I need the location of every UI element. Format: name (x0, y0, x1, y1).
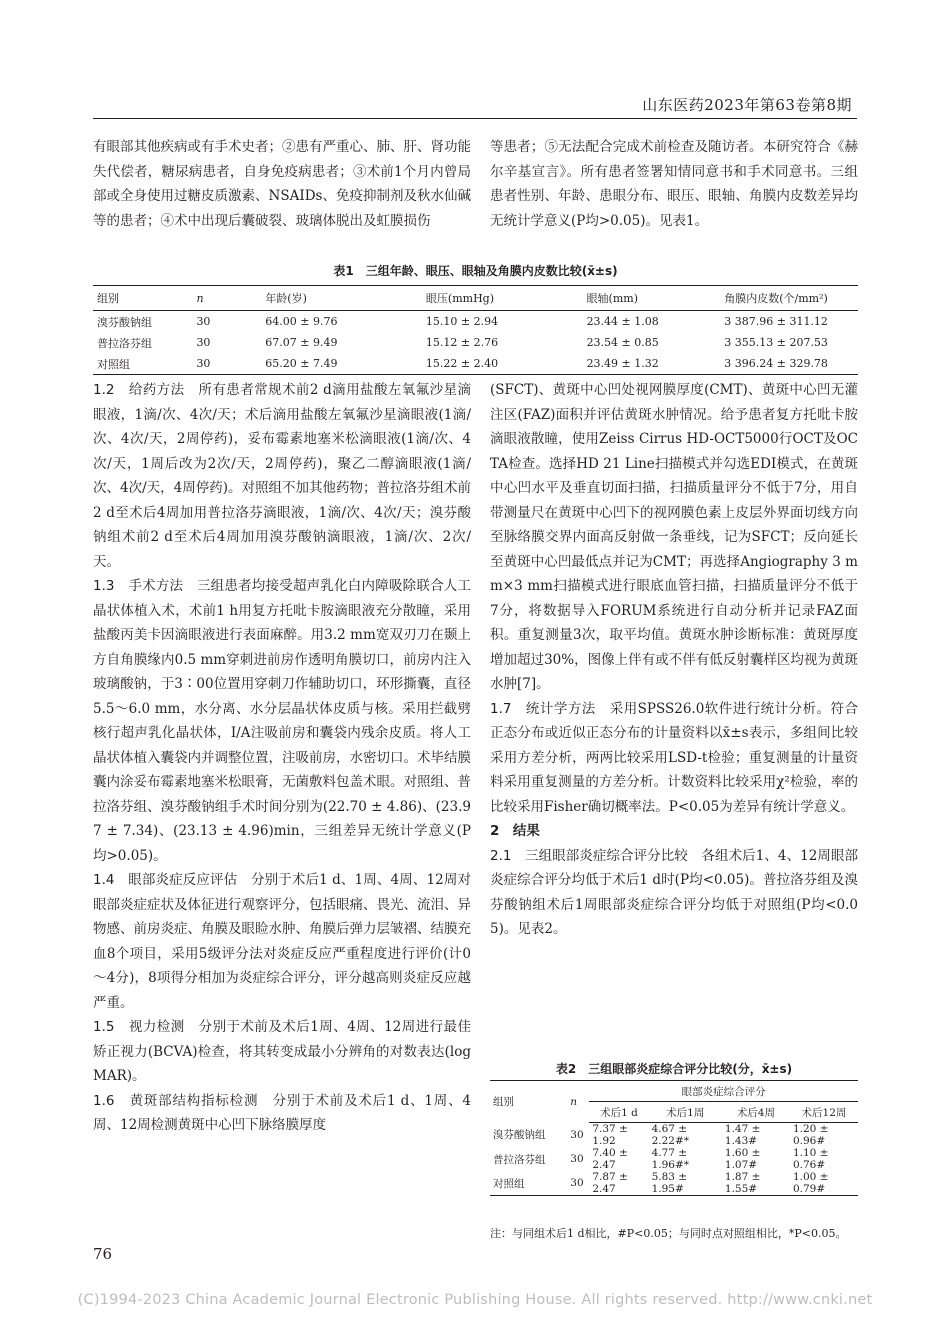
section-2-1 (490, 844, 858, 942)
t1-cell: 15.10 ± 2.94 (425, 315, 499, 328)
table-row (490, 1147, 858, 1171)
right-top-paragraph: 等患者；⑤无法配合完成术前检查及随访者。本研究符合《赫尔辛基宣言》。所有患者签署知情同意书和手术同意书。三组患者性别、年龄、患眼分布、眼压、眼轴、角膜内皮数差异均无统计学意义(P均>0.05)。见表1。 (490, 139, 858, 229)
t1-cell: 3 387.96 ± 311.12 (724, 315, 828, 328)
t1-cell: 65.20 ± 7.49 (265, 357, 338, 370)
t2-header: 术后4周 (722, 1102, 790, 1123)
t2-cell: 1.60 ± 1.07# (724, 1147, 761, 1171)
right-column-body (490, 378, 858, 942)
t2-cell: 4.77 ± 1.96#* (651, 1147, 690, 1171)
section-1-3 (93, 574, 471, 868)
t2-cell: 1.00 ± 0.79# (792, 1171, 829, 1195)
left-top-paragraph: 有眼部其他疾病或有手术史者；②患有严重心、肺、肝、肾功能失代偿者，糖尿病患者，自身免疫病患者；③术前1个月内曾局部或全身使用过糖皮质激素、NSAIDs、免疫抑制剂及秋水仙碱等的患者；④术中出现后囊破裂、玻璃体脱出及虹膜损伤 (93, 139, 471, 229)
body-text: 分别于术前及术后1 d、1周、4周、12周检测黄斑中心凹下脉络膜厚度 (93, 1092, 471, 1133)
t1-header: 眼轴(mm) (583, 286, 721, 311)
section-1-7 (490, 697, 858, 820)
table-row (490, 1123, 858, 1148)
t1-cell: 15.22 ± 2.40 (425, 357, 499, 370)
body-text: 分别于术前及术后1周、4周、12周进行最佳矫正视力(BCVA)检查，将其转变成最小分辨角的对数表达(logMAR)。 (93, 1019, 471, 1084)
subheading: 1.7 统计学方法 (490, 700, 596, 717)
t2-cell: 7.37 ± 1.92 (592, 1123, 628, 1147)
page-number: 76 (93, 1245, 113, 1263)
table-row (490, 1171, 858, 1196)
t1-cell: 3 355.13 ± 207.53 (724, 336, 828, 349)
copyright-footer: (C)1994-2023 China Academic Journal Electronic Publishing House. All rights reserved. http://www.cnki.net (77, 1292, 873, 1308)
t2-cell: 7.40 ± 2.47 (592, 1147, 628, 1171)
body-text: 采用SPSS26.0软件进行统计分析。符合正态分布或近似正态分布的计量资料以x̄±s表示，多组间比较采用方差分析，两两比较采用LSD-t检验；重复测量的计量资料采用重复测量的方差分析。计数资料比较采用χ²检验，率的比较采用Fisher确切概率法。P<0.05为差异有统计学意义。 (490, 700, 858, 815)
t2-header: n (570, 1095, 578, 1108)
t2-cell: 溴芬酸钠组 (493, 1129, 546, 1142)
t1-header: 角膜内皮数(个/mm²) (720, 286, 858, 311)
t2-header: 术后1周 (649, 1102, 722, 1123)
t2-cell: 对照组 (493, 1177, 525, 1190)
t1-cell: 30 (196, 315, 211, 328)
t1-cell: 3 396.24 ± 329.78 (724, 357, 828, 370)
t2-cell: 30 (570, 1128, 584, 1141)
t2-cell: 普拉洛芬组 (493, 1153, 546, 1166)
t1-cell: 溴芬酸钠组 (97, 315, 152, 329)
t2-group-header: 眼部炎症综合评分 (589, 1081, 858, 1102)
subheading: 1.2 给药方法 (93, 382, 185, 398)
t1-cell: 对照组 (97, 357, 130, 371)
t1-header: n (192, 286, 261, 311)
journal-header: 山东医药2023年第63卷第8期 (642, 96, 852, 114)
table2-caption: 表2 三组眼部炎症综合评分比较(分，x̄±s) (555, 1062, 793, 1076)
t1-header: 组别 (93, 286, 192, 311)
t1-cell: 15.12 ± 2.76 (425, 336, 499, 349)
subheading: 1.6 黄斑部结构指标检测 (93, 1092, 259, 1109)
section-1-2 (93, 378, 471, 574)
left-column-body (93, 378, 471, 1243)
section-1-5 (93, 1015, 471, 1089)
t1-header: 年龄(岁) (261, 286, 422, 311)
subheading: 1.3 手术方法 (93, 578, 184, 594)
section-1-6-cont: (SFCT)、黄斑中心凹处视网膜厚度(CMT)、黄斑中心凹无灌注区(FAZ)面积并评估黄斑水肿情况。给予患者复方托吡卡胺滴眼液散瞳，使用Zeiss Cirrus HD-OCT5000行OCT及OCTA检查。选择HD 21 Line扫描模式并勾选EDI模式，在黄斑中心凹水平及垂直切面扫描，扫描质量评分不低于7分，用自带测量尺在黄斑中心凹下的视网膜色素上皮层外界面切线方向至脉络膜交界内面高反射做一条垂线，记为SFCT；反向延长至黄斑中心凹最低点并记为CMT；再选择Angiography 3 mm×3 mm扫描模式进行眼底血管扫描，扫描质量评分不低于7分，将数据导入FORUM系统进行自动分析并记录FAZ面积。重复测量3次，取平均值。黄斑水肿诊断标准：黄斑厚度增加超过30%，图像上伴有或不伴有低反射囊样区均视为黄斑水肿[7]。 (490, 382, 858, 692)
right-column-top (490, 135, 858, 233)
subheading: 2.1 三组眼部炎症综合评分比较 (490, 847, 688, 864)
t2-cell: 30 (570, 1153, 584, 1165)
t2-header: 术后12周 (790, 1102, 858, 1123)
table2 (490, 1080, 858, 1196)
t1-cell: 67.07 ± 9.49 (265, 336, 338, 349)
t2-cell: 5.83 ± 1.95# (651, 1171, 688, 1195)
table1-caption: 表1 三组年龄、眼压、眼轴及角膜内皮数比较(x̄±s) (333, 264, 618, 278)
t2-cell: 4.67 ± 2.22#* (651, 1123, 690, 1147)
table2-note: 注：与同组术后1 d相比，#P<0.05；与同时点对照组相比，*P<0.05。 (490, 1227, 847, 1240)
t1-cell: 30 (196, 336, 211, 349)
left-column-top (93, 135, 471, 233)
t2-cell: 1.20 ± 0.96# (792, 1123, 829, 1147)
subheading: 1.5 视力检测 (93, 1019, 185, 1035)
t2-header: 组别 (493, 1096, 514, 1109)
table-row (93, 311, 858, 333)
t1-cell: 23.49 ± 1.32 (586, 357, 659, 370)
table1 (93, 285, 858, 375)
t2-cell: 1.47 ± 1.43# (724, 1123, 761, 1147)
section-heading: 2 结果 (490, 823, 540, 839)
body-text: 三组患者均接受超声乳化白内障吸除联合人工晶状体植入术，术前1 h用复方托吡卡胺滴眼液充分散瞳，采用盐酸丙美卡因滴眼液进行表面麻醉。用3.2 mm宽双刃刀在颞上方自角膜缘内0.5 mm穿刺进前房作透明角膜切口，前房内注入玻璃酸钠，于3∶00位置用穿刺刀作辅助切口，环形撕囊，直径5.5～6.0 mm，水分离、水分层晶状体皮质与核。采用拦截劈核行超声乳化晶状体，I/A注吸前房和囊袋内残余皮质。将人工晶状体植入囊袋内并调整位置，注吸前房，水密切口。术毕结膜囊内涂妥布霉素地塞米松眼膏，无菌敷料包盖术眼。对照组、普拉洛芬组、溴芬酸钠组手术时间分别为(22.70 ± 4.86)、(23.97 ± 7.34)、(23.13 ± 4.96)min，三组差异无统计学意义(P均>0.05)。 (93, 578, 471, 864)
t2-cell: 30 (570, 1177, 584, 1189)
section-1-6 (93, 1089, 471, 1138)
t1-cell: 普拉洛芬组 (97, 336, 152, 350)
body-text: 分别于术后1 d、1周、4周、12周对眼部炎症症状及体征进行观察评分，包括眼痛、畏光、流泪、异物感、前房炎症、角膜及眼睑水肿、角膜后弹力层皱褶、结膜充血8个项目，采用5级评分法对炎症反应严重程度进行评价(计0～4分)，8项得分相加为炎症综合评分，评分越高则炎症反应越严重。 (93, 872, 471, 1011)
t2-header: 术后1 d (589, 1102, 648, 1123)
body-text: 所有患者常规术前2 d滴用盐酸左氧氟沙星滴眼液，1滴/次、4次/天；术后滴用盐酸左氧氟沙星滴眼液(1滴/次、4次/天，2周停药)，妥布霉素地塞米松滴眼液(1滴/次、4次/天，1周后改为2次/天，2周停药)，聚乙二醇滴眼液(1滴/次、4次/天，4周停药)。对照组不加其他药物；普拉洛芬组术前2 d至术后4周加用普拉洛芬滴眼液，1滴/次、4次/天；溴芬酸钠组术前2 d至术后4周加用溴芬酸钠滴眼液，1滴/次、2次/天。 (93, 382, 471, 570)
header-rule (93, 118, 857, 119)
t1-cell: 64.00 ± 9.76 (265, 315, 338, 328)
t1-cell: 23.54 ± 0.85 (586, 336, 659, 349)
t1-header: 眼压(mmHg) (422, 286, 583, 311)
table-row (93, 332, 858, 353)
t2-cell: 7.87 ± 2.47 (592, 1171, 628, 1195)
t2-cell: 1.87 ± 1.55# (724, 1171, 761, 1195)
table-row (93, 353, 858, 375)
section-1-4 (93, 868, 471, 1015)
t1-cell: 30 (196, 357, 211, 370)
t2-cell: 1.10 ± 0.76# (792, 1147, 829, 1171)
body-text: 各组术后1、4、12周眼部炎症综合评分均低于术后1 d时(P均<0.05)。普拉洛芬组及溴芬酸钠组术后1周眼部炎症综合评分均低于对照组(P均<0.05)。见表2。 (490, 847, 858, 937)
subheading: 1.4 眼部炎症反应评估 (93, 872, 238, 888)
t1-cell: 23.44 ± 1.08 (586, 315, 659, 328)
